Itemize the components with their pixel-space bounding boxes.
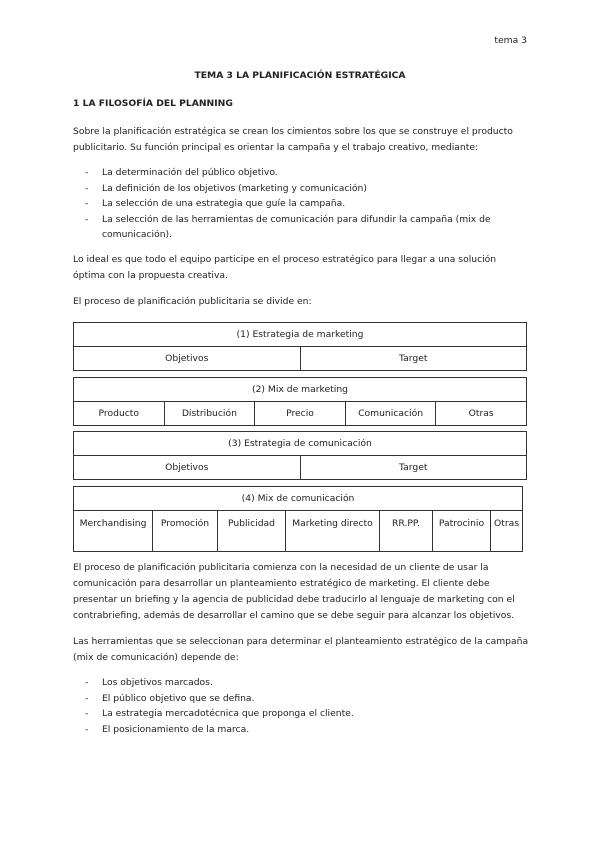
paragraph: Lo ideal es que todo el equipo participe en el proceso estratégico para llegar a una solución óptima con la propuesta creativa.	[73, 254, 497, 281]
page-header-label: tema 3	[494, 35, 527, 46]
table-estrategia-comunicacion	[73, 431, 527, 480]
document-title: TEMA 3 LA PLANIFICACIÓN ESTRATÉGICA	[194, 70, 406, 81]
paragraph: El proceso de planificación publicitaria comienza con la necesidad de un cliente de usar la comunicación para desarrollar un planteamiento estratégico de marketing. El cliente debe presentar un briefing y la agencia de publicidad debe traducirlo al lenguaje de marketing con el contrabriefing, además de desarrollar el camino que se debe seguir para alcanzar los objetivos.	[73, 562, 515, 621]
table-mix-marketing	[73, 377, 527, 426]
bullet-list	[73, 675, 528, 737]
table-cell: Distribución	[164, 402, 255, 426]
table-title: (3) Estrategia de comunicación	[74, 432, 527, 456]
table-title: (1) Estrategia de marketing	[74, 323, 527, 347]
list-item: - La estrategia mercadotécnica que proponga el cliente.	[73, 706, 528, 722]
list-item: - La determinación del público objetivo.	[73, 165, 528, 181]
list-item: - La selección de las herramientas de comunicación para difundir la campaña (mix de comunicación).	[73, 212, 528, 243]
table-title: (2) Mix de marketing	[74, 378, 527, 402]
table-cell: Precio	[255, 402, 346, 426]
list-item: - La definición de los objetivos (marketing y comunicación)	[73, 181, 528, 197]
section-heading: 1 LA FILOSOFÍA DEL PLANNING	[73, 98, 233, 109]
table-cell: Target	[300, 456, 527, 480]
table-cell: Otras	[491, 511, 523, 552]
table-cell: Objetivos	[74, 456, 301, 480]
table-cell: RR.PP.	[380, 511, 433, 552]
table-cell: Marketing directo	[286, 511, 380, 552]
bullet-list	[73, 165, 528, 243]
table-estrategia-marketing	[73, 322, 527, 371]
list-item: - El posicionamiento de la marca.	[73, 722, 528, 738]
table-cell: Comunicación	[345, 402, 436, 426]
list-item: - El público objetivo que se defina.	[73, 691, 528, 707]
table-cell: Target	[300, 347, 527, 371]
list-item: - Los objetivos marcados.	[73, 675, 528, 691]
table-cell: Producto	[74, 402, 165, 426]
table-cell: Objetivos	[74, 347, 301, 371]
table-title: (4) Mix de comunicación	[74, 487, 523, 511]
table-cell: Patrocinio	[433, 511, 491, 552]
table-cell: Promoción	[153, 511, 218, 552]
paragraph: Las herramientas que se seleccionan para determinar el planteamiento estratégico de la campaña (mix de comunicación) depende de:	[73, 636, 529, 663]
paragraph: Sobre la planificación estratégica se crean los cimientos sobre los que se construye el producto publicitario. Su función principal es orientar la campaña y el trabajo creativo, mediante:	[73, 126, 513, 153]
table-cell: Otras	[436, 402, 527, 426]
table-mix-comunicacion	[73, 486, 523, 552]
list-item: - La selección de una estrategia que guíe la campaña.	[73, 196, 528, 212]
table-cell: Merchandising	[74, 511, 153, 552]
paragraph: El proceso de planificación publicitaria se divide en:	[73, 296, 312, 307]
table-cell: Publicidad	[218, 511, 286, 552]
